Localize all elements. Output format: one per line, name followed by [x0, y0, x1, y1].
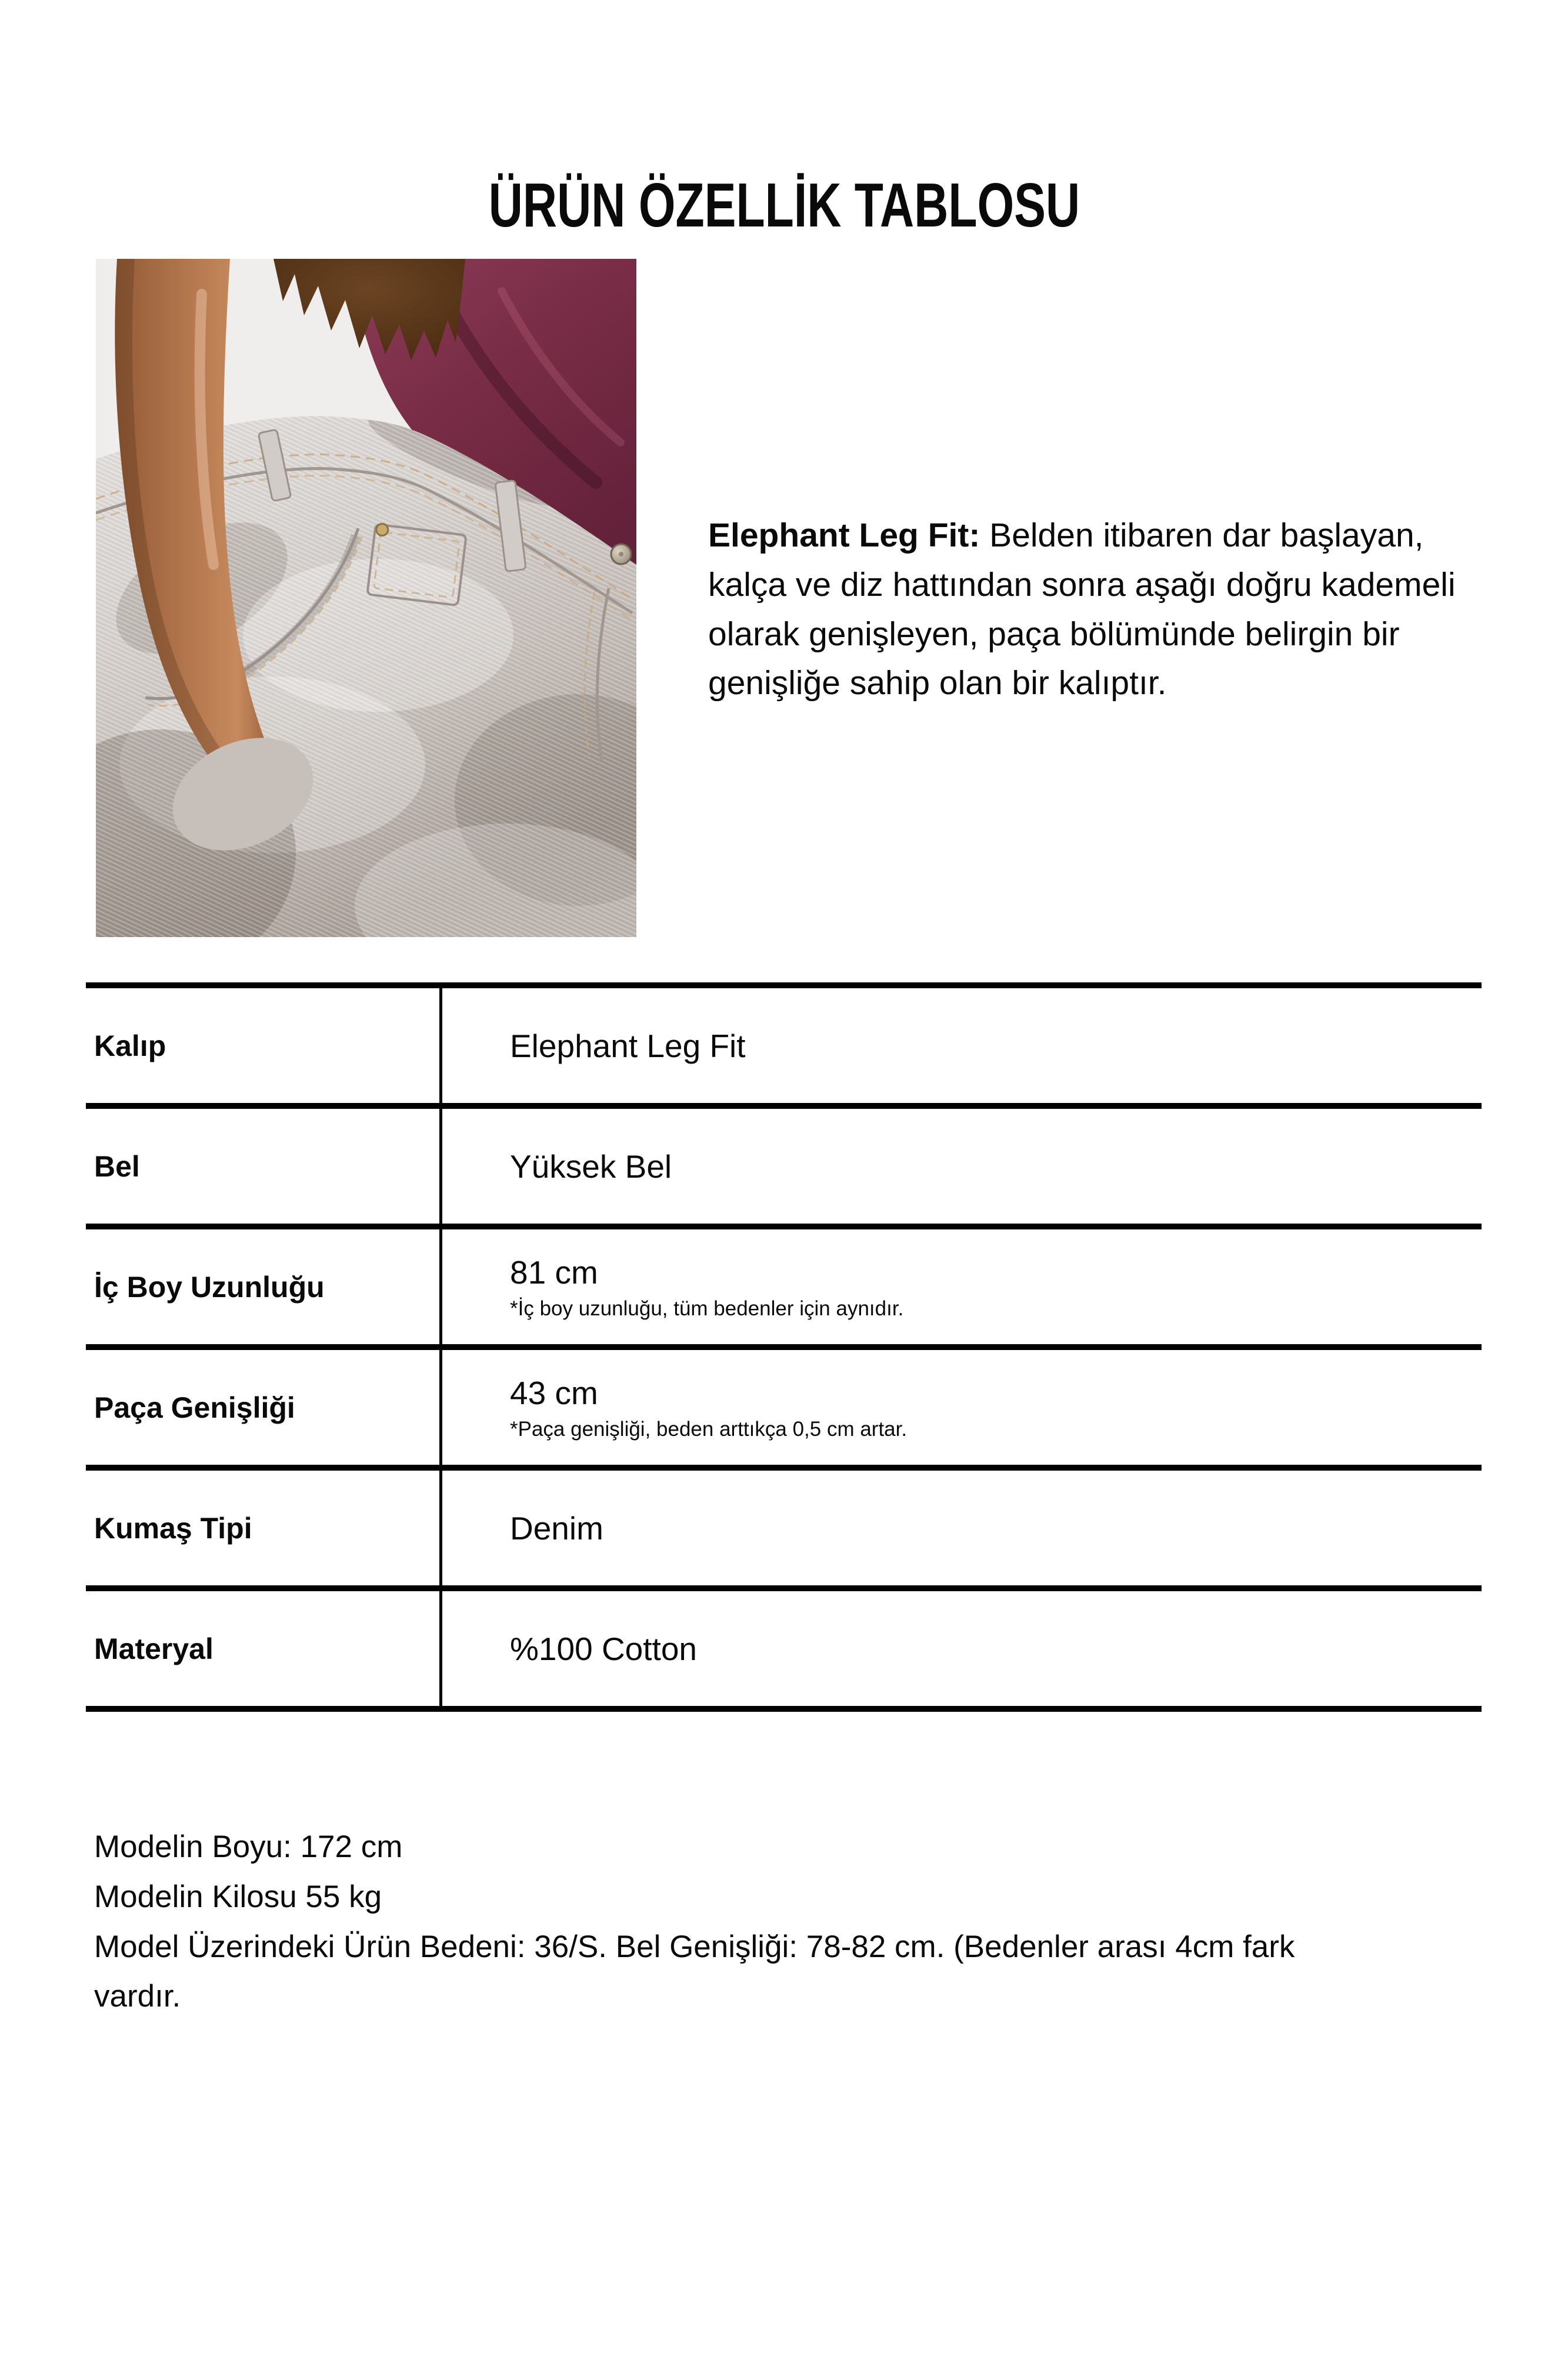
fit-description-lead: Elephant Leg Fit: [708, 516, 980, 554]
spec-value: 81 cm [510, 1254, 598, 1291]
page-title-text: ÜRÜN ÖZELLİK TABLOSU [488, 171, 1080, 240]
fit-description [708, 511, 1479, 708]
spec-value-cell [442, 1109, 1482, 1224]
spec-label: Bel [94, 1149, 140, 1183]
spec-value: %100 Cotton [510, 1630, 697, 1667]
jeans-button [611, 544, 631, 564]
spec-table [86, 982, 1482, 1712]
spec-value: Yüksek Bel [510, 1148, 672, 1185]
spec-note: *İç boy uzunluğu, tüm bedenler için aynıdır. [510, 1297, 904, 1320]
fit-description-body: Belden itibaren dar başlayan, kalça ve diz hattından sonra aşağı doğru kademeli olarak genişleyen, paça bölümünde belirgin bir genişliğe sahip olan bir kalıptır. [708, 516, 1456, 702]
spec-value-cell [442, 1591, 1482, 1706]
model-weight-note: Modelin Kilosu 55 kg [94, 1879, 382, 1914]
spec-value: Elephant Leg Fit [510, 1027, 746, 1064]
coin-pocket [367, 523, 466, 605]
spec-row-materyal [86, 1591, 1482, 1712]
model-height-note: Modelin Boyu: 172 cm [94, 1829, 403, 1864]
spec-label: Kumaş Tipi [94, 1511, 252, 1545]
spec-note: *Paça genişliği, beden arttıkça 0,5 cm artar. [510, 1417, 908, 1441]
page-title [0, 171, 1568, 255]
spec-value-cell [442, 1229, 1482, 1344]
spec-row-kalip [86, 988, 1482, 1109]
rivet [376, 523, 389, 536]
spec-label: Materyal [94, 1632, 213, 1665]
product-photo-illustration [96, 259, 636, 937]
spec-row-kumas-tipi [86, 1471, 1482, 1591]
product-photo [96, 259, 636, 937]
spec-label: İç Boy Uzunluğu [94, 1270, 325, 1304]
spec-value-cell [442, 1471, 1482, 1585]
spec-row-paca-genisligi [86, 1350, 1482, 1471]
spec-value: 43 cm [510, 1374, 598, 1411]
spec-label: Paça Genişliği [94, 1391, 295, 1424]
spec-label: Kalıp [94, 1029, 166, 1062]
spec-value-cell [442, 988, 1482, 1103]
model-size-note: Model Üzerindeki Ürün Bedeni: 36/S. Bel Genişliği: 78-82 cm. (Bedenler arası 4cm fark vardır. [94, 1929, 1295, 2014]
model-notes [94, 1822, 1359, 2022]
spec-value-cell [442, 1350, 1482, 1465]
spec-value: Denim [510, 1509, 603, 1547]
spec-row-bel [86, 1109, 1482, 1229]
spec-row-ic-boy-uzunlugu [86, 1229, 1482, 1350]
